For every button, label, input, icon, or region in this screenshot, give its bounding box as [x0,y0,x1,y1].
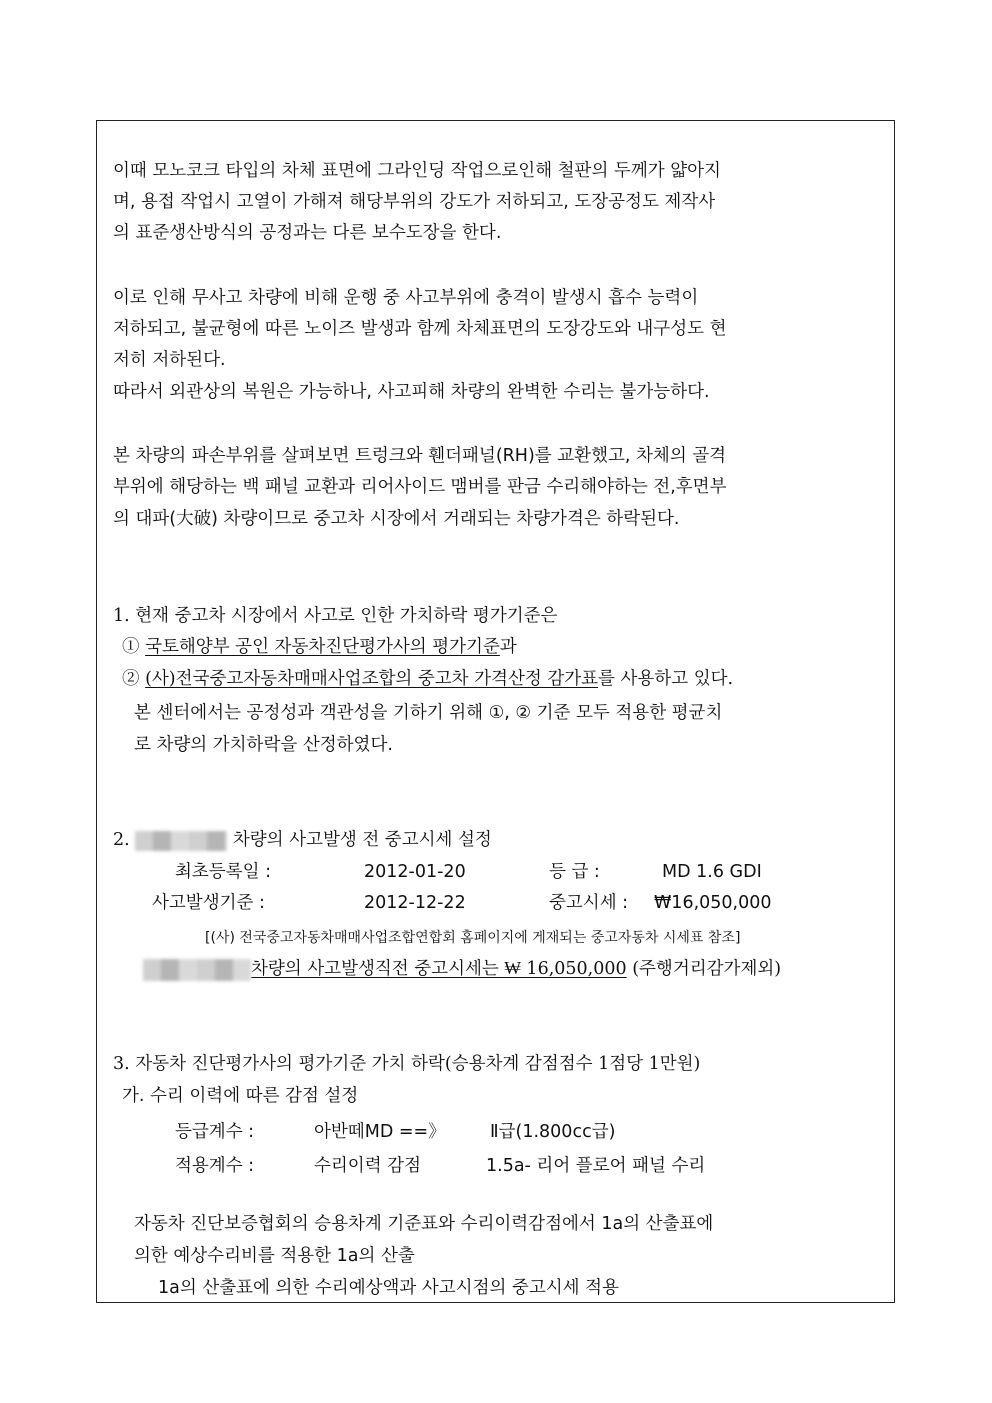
section-1-heading: 1. 현재 중고차 시장에서 사고로 인한 가치하락 평가기준은 [113,606,558,626]
paragraph-1-line-3: 의 표준생산방식의 공정과는 다른 보수도장을 한다. [113,223,502,243]
redacted-vehicle-id [135,831,227,851]
apply-coefficient-value: 수리이력 감점 [314,1156,421,1176]
paragraph-3-line-1: 본 차량의 파손부위를 살펴보면 트렁크와 휀더패널(RH)를 교환했고, 차체의 골격 [113,446,727,466]
grade-value: MD 1.6 GDI [662,862,762,882]
grade-coefficient-value: 아반떼MD ==》 [314,1122,446,1142]
section-1-body-line-1: 본 센터에서는 공정성과 객관성을 기하기 위해 ①, ② 기준 모두 적용한 평균치 [134,703,723,723]
registration-value: 2012-01-20 [364,862,466,882]
section-2-number: 2. [113,830,130,850]
market-price-value: ₩16,050,000 [654,893,772,913]
section-2-summary [143,957,781,981]
section-1-item-2 [122,667,733,691]
paragraph-1-line-1: 이때 모노코크 타입의 차체 표면에 그라인딩 작업으로인해 철판의 두께가 얇아지 [113,161,721,181]
section-3-subheading: 가. 수리 이력에 따른 감점 설정 [122,1086,359,1106]
paragraph-1-line-2: 며, 용접 작업시 고열이 가해져 해당부위의 강도가 저하되고, 도장공정도 제작사 [113,192,716,212]
paragraph-2-line-1: 이로 인해 무사고 차량에 비해 운행 중 사고부위에 충격이 발생시 흡수 능력이 [113,288,699,308]
apply-coefficient-label: 적용계수 : [175,1156,255,1176]
item-1-suffix: 과 [499,637,517,657]
item-1-number: ① [122,637,140,657]
paragraph-2-line-3: 저히 저하된다. [113,350,226,370]
section-2-title: 차량의 사고발생 전 중고시세 설정 [232,830,492,850]
paragraph-3-line-2: 부위에 해당하는 백 패널 교환과 리어사이드 맴버를 판금 수리해야하는 전,후면부 [113,477,727,497]
paragraph-2-line-4: 따라서 외관상의 복원은 가능하나, 사고피해 차량의 완벽한 수리는 불가능하다. [113,382,710,402]
section-2-heading [113,828,492,852]
summary-suffix: (주행거리감가제외) [626,959,782,979]
registration-label: 최초등록일 : [175,862,271,882]
section-3-body-line-2: 의한 예상수리비를 적용한 1a의 산출 [134,1246,415,1266]
summary-underlined-text: 차량의 사고발생직전 중고시세는 ₩ 16,050,000 [251,959,627,979]
section-3-body-line-1: 자동차 진단보증협회의 승용차계 기준표와 수리이력감점에서 1a의 산출표에 [134,1214,714,1234]
apply-coefficient-detail: 1.5a- 리어 플로어 패널 수리 [486,1156,706,1176]
item-2-number: ② [122,669,140,689]
item-1-underlined-text: 국토해양부 공인 자동차진단평가사의 평가기준 [145,637,500,657]
item-2-underlined-text: (사)전국중고자동차매매사업조합의 중고차 가격산정 감가표 [145,669,599,689]
reference-note: [(사) 전국중고자동차매매사업조합연합회 홈페이지에 게재되는 중고자동차 시세표 참조] [205,930,741,946]
section-3-body-line-3: 1a의 산출표에 의한 수리예상액과 사고시점의 중고시세 적용 [158,1278,619,1298]
grade-coefficient-label: 등급계수 : [175,1122,255,1142]
paragraph-3-line-3: 의 대파(大破) 차량이므로 중고차 시장에서 거래되는 차량가격은 하락된다. [113,509,680,529]
market-price-label: 중고시세 : [549,893,629,913]
section-1-item-1 [122,635,517,659]
redacted-vehicle-id-2 [143,959,251,981]
accident-date-value: 2012-12-22 [364,893,466,913]
paragraph-2-line-2: 저하되고, 불균형에 따른 노이즈 발생과 함께 차체표면의 도장강도와 내구성도 현 [113,319,727,339]
grade-class: Ⅱ급(1.800cc급) [490,1122,616,1142]
section-1-body-line-2: 로 차량의 가치하락을 산정하였다. [134,735,393,755]
grade-label: 등 급 : [549,862,600,882]
section-3-heading: 3. 자동차 진단평가사의 평가기준 가치 하락(승용차계 감점점수 1점당 1만원) [113,1054,701,1074]
accident-date-label: 사고발생기준 : [152,893,265,913]
item-2-suffix: 를 사용하고 있다. [598,669,734,689]
